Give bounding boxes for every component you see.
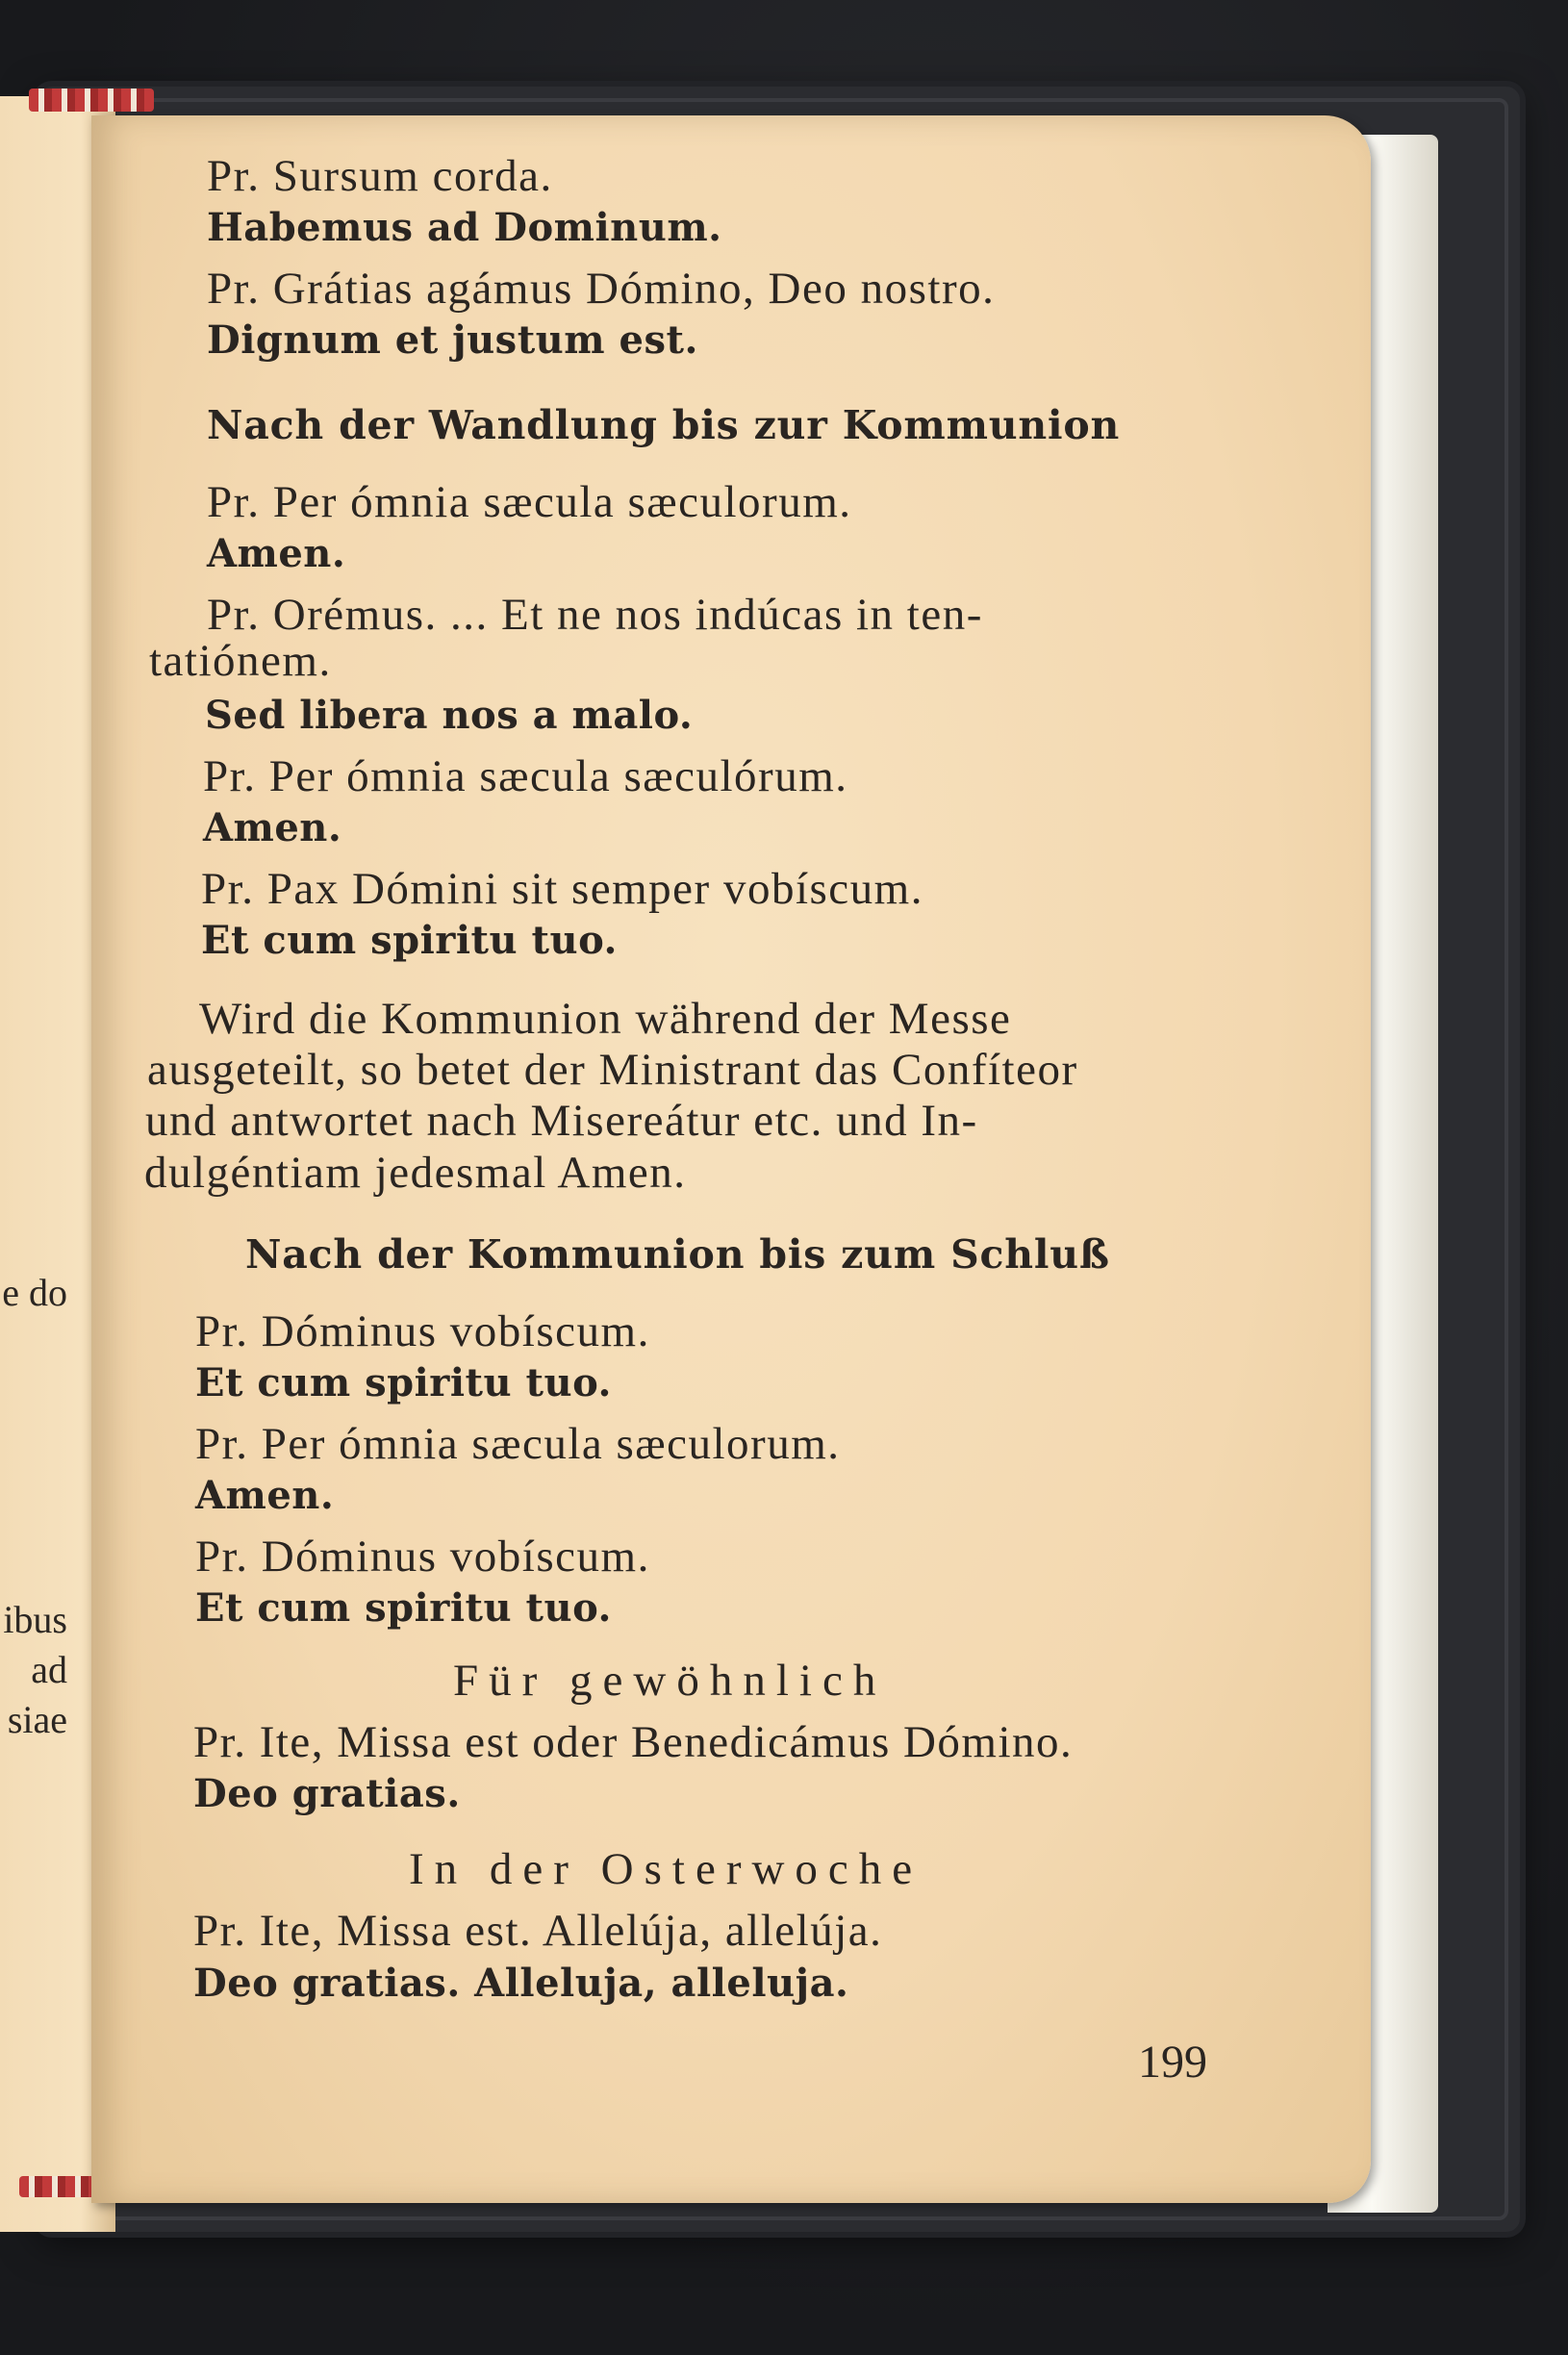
text-line: Pr. Per ómnia sæcula sæculorum. [207, 477, 852, 527]
page-text [91, 115, 1371, 2203]
text-line: Pr. Per ómnia sæcula sæculórum. [203, 751, 848, 801]
text-line: Pr. Grátias agámus Dómino, Deo nostro. [207, 264, 996, 314]
text-line: ausgeteilt, so betet der Ministrant das Confíteor [147, 1045, 1078, 1095]
left-page-fragment: siae [7, 1698, 67, 1741]
text-line: und antwortet nach Misereátur etc. und In- [145, 1096, 978, 1146]
response-line: Amen. [207, 531, 346, 576]
text-line: Pr. Sursum corda. [207, 151, 553, 201]
response-line: Et cum spiritu tuo. [195, 1360, 612, 1405]
text-line: Wird die Kommunion während der Messe [199, 994, 1012, 1044]
text-line: Pr. Ite, Missa est oder Benedicámus Dómino. [193, 1717, 1074, 1767]
text-line: Pr. Orémus. ... Et ne nos indúcas in ten- [207, 590, 983, 640]
text-line: Pr. Per ómnia sæcula sæculorum. [195, 1419, 841, 1469]
left-page-fragment: ibus [3, 1598, 67, 1641]
response-line: Dignum et justum est. [207, 317, 698, 363]
page-number: 199 [1138, 2037, 1207, 2088]
response-line: Et cum spiritu tuo. [201, 918, 618, 963]
response-line: Deo gratias. [193, 1771, 461, 1816]
book-page [91, 115, 1371, 2203]
response-line: Sed libera nos a malo. [205, 693, 694, 738]
left-page-fragment: ad [31, 1648, 67, 1691]
text-line: dulgéntiam jedesmal Amen. [144, 1148, 687, 1198]
section-heading: Nach der Wandlung bis zur Kommunion [207, 402, 1121, 448]
response-line: Amen. [195, 1473, 335, 1518]
section-heading: Nach der Kommunion bis zum Schluß [245, 1231, 1110, 1278]
subheading: In der Osterwoche [409, 1844, 923, 1894]
left-page-fragment: e do [2, 1271, 67, 1314]
response-line: Amen. [203, 805, 342, 850]
subheading: Für gewöhnlich [453, 1656, 887, 1706]
response-line: Habemus ad Dominum. [207, 205, 722, 250]
response-line: Deo gratias. Alleluja, alleluja. [193, 1961, 849, 2006]
text-line: Pr. Pax Dómini sit semper vobíscum. [201, 864, 923, 914]
text-line: Pr. Ite, Missa est. Allelúja, allelúja. [193, 1906, 883, 1956]
headband-top [29, 89, 154, 112]
response-line: Et cum spiritu tuo. [195, 1585, 612, 1631]
text-line: Pr. Dóminus vobíscum. [195, 1306, 650, 1356]
text-line: tatiónem. [149, 636, 332, 686]
text-line: Pr. Dóminus vobíscum. [195, 1532, 650, 1582]
